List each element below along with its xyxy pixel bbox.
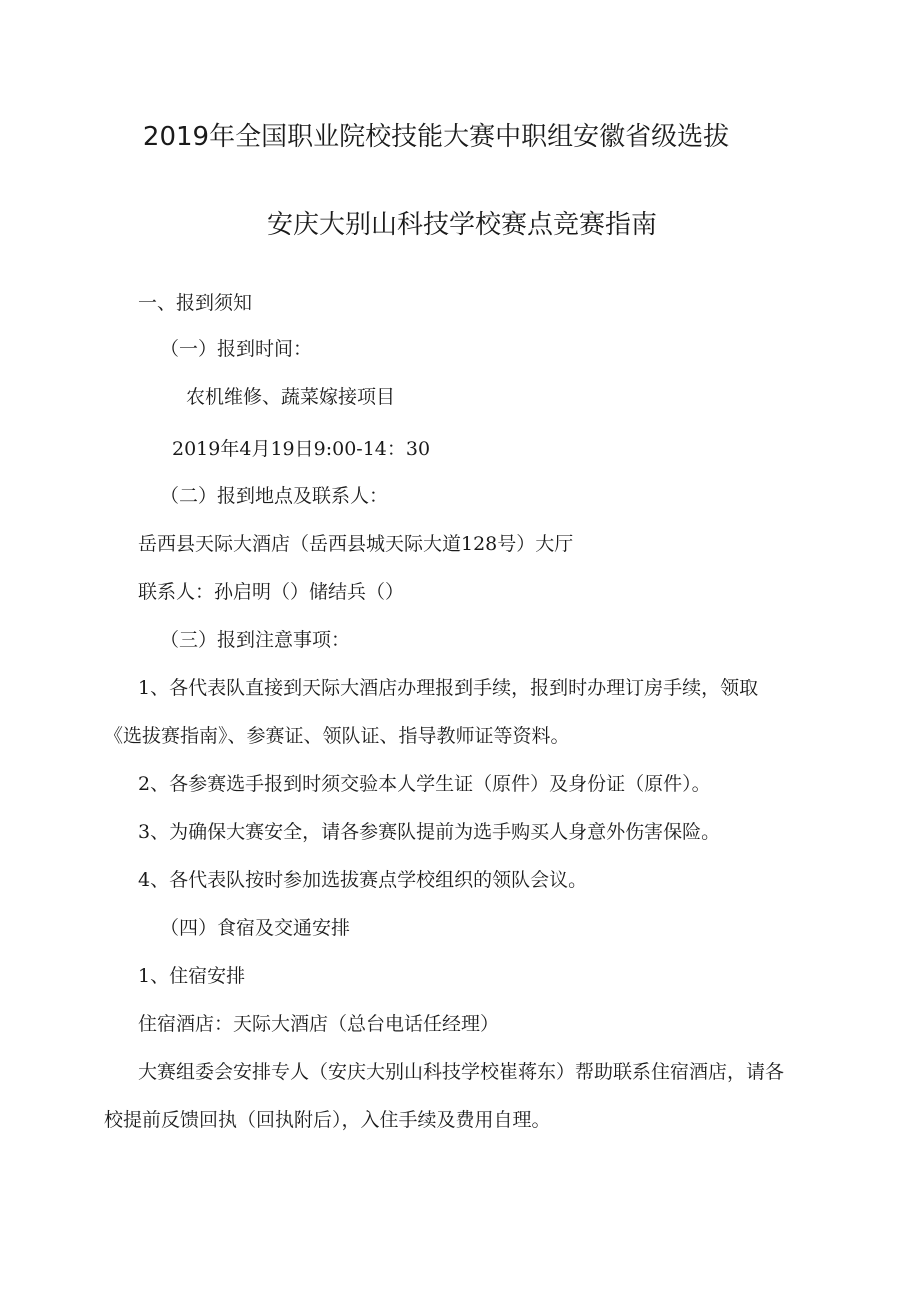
paragraph-projects: 农机维修、蔬菜嫁接项目 bbox=[186, 386, 396, 408]
document-title-line2: 安庆大别山科技学校赛点竞赛指南 bbox=[266, 210, 657, 240]
list-item-note-3: 3、为确保大赛安全，请各参赛队提前为选手购买人身意外伤害保险。 bbox=[138, 821, 721, 843]
paragraph-contacts: 联系人：孙启明（）储结兵（） bbox=[138, 581, 405, 603]
paragraph-accommodation-heading: 1、住宿安排 bbox=[138, 965, 246, 987]
section-heading-registration: 一、报到须知 bbox=[138, 292, 253, 314]
paragraph-registration-date: 2019年4月19日9:00-14：30 bbox=[172, 438, 431, 460]
paragraph-hotel: 住宿酒店：天际大酒店（总台电话任经理） bbox=[138, 1013, 500, 1035]
paragraph-accommodation-help-continued: 校提前反馈回执（回执附后），入住手续及费用自理。 bbox=[104, 1109, 551, 1131]
document-title-line1: 2019年全国职业院校技能大赛中职组安徽省级选拔 bbox=[142, 122, 730, 152]
paragraph-registration-address: 岳西县天际大酒店（岳西县城天际大道128号）大厅 bbox=[138, 533, 574, 555]
list-item-note-4: 4、各代表队按时参加选拔赛点学校组织的领队会议。 bbox=[138, 869, 588, 891]
list-item-note-1-continued: 《选拔赛指南》、参赛证、领队证、指导教师证等资料。 bbox=[104, 725, 570, 747]
subheading-food-transport: （四）食宿及交通安排 bbox=[160, 917, 351, 939]
subheading-registration-place: （二）报到地点及联系人： bbox=[160, 485, 389, 507]
subheading-registration-time: （一）报到时间： bbox=[160, 338, 313, 360]
list-item-note-2: 2、各参赛选手报到时须交验本人学生证（原件）及身份证（原件）。 bbox=[138, 773, 711, 795]
subheading-registration-notes: （三）报到注意事项： bbox=[160, 629, 351, 651]
paragraph-accommodation-help: 大赛组委会安排专人（安庆大别山科技学校崔蒋东）帮助联系住宿酒店，请各 bbox=[138, 1061, 785, 1083]
list-item-note-1: 1、各代表队直接到天际大酒店办理报到手续，报到时办理订房手续，领取 bbox=[138, 677, 759, 699]
